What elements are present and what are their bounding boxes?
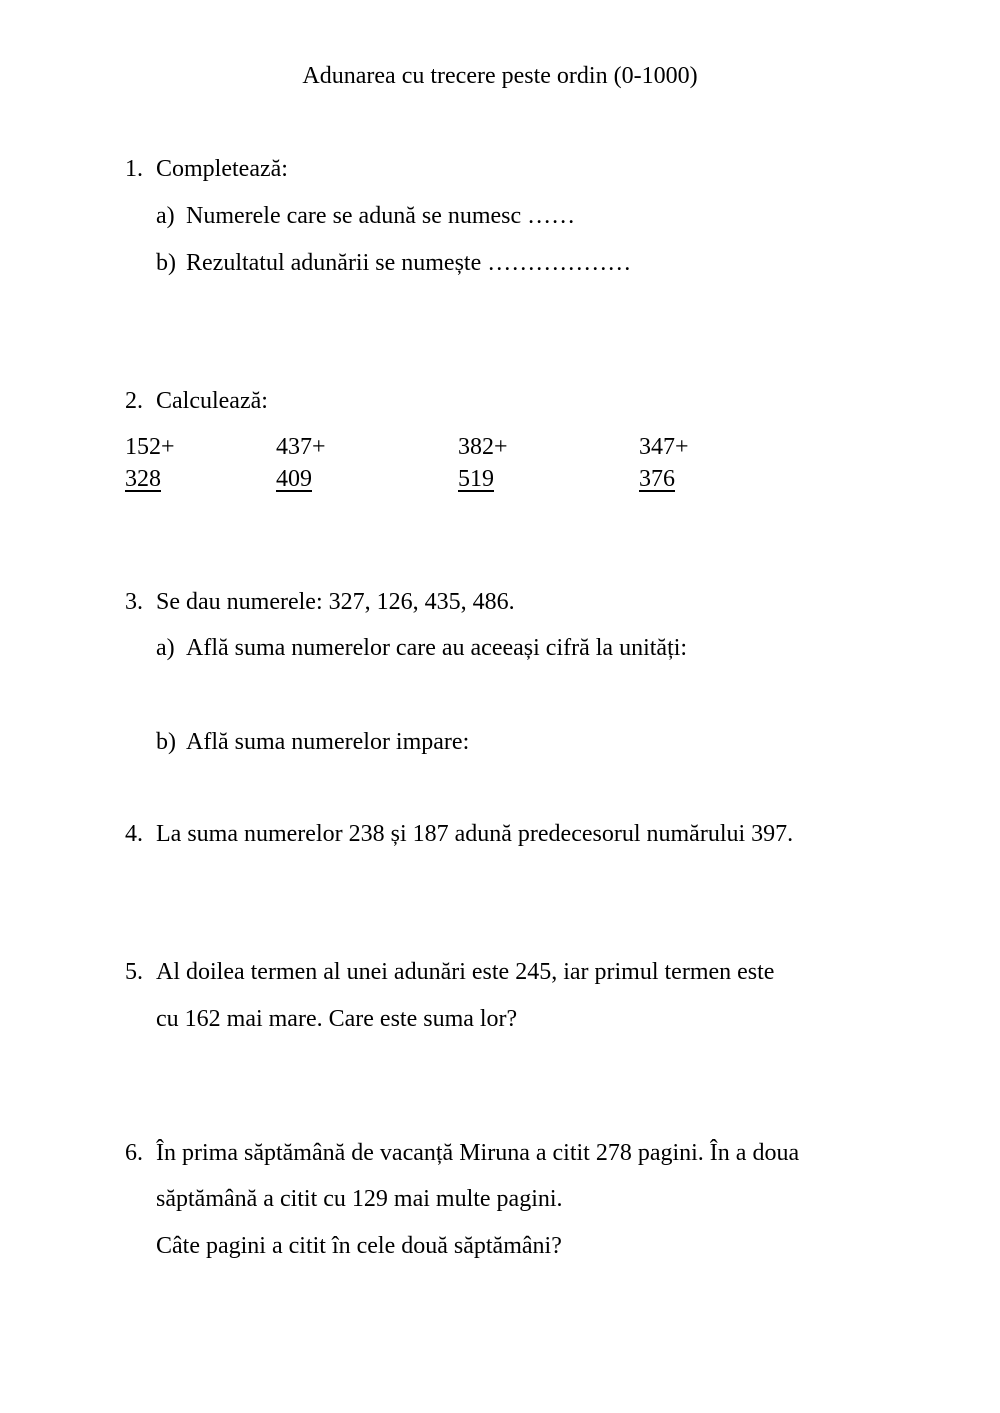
operation-1-top: 152+ (125, 434, 175, 460)
ex1-b-text: Rezultatul adunării se numește ……………… (186, 250, 632, 276)
ex6-number: 6. (125, 1140, 143, 1166)
ex4-text: La suma numerelor 238 și 187 adună predecesorul numărului 397. (156, 821, 794, 847)
ex1-a-label: a) (156, 203, 175, 229)
operation-2-top: 437+ (276, 434, 326, 460)
page-title: Adunarea cu trecere peste ordin (0-1000) (302, 63, 698, 89)
ex3-number: 3. (125, 589, 143, 615)
operation-1-bottom: 328 (125, 466, 161, 492)
operation-2-bottom: 409 (276, 466, 312, 492)
operation-3-top: 382+ (458, 434, 508, 460)
ex6-text-line2: săptămână a citit cu 129 mai multe pagini. (156, 1186, 563, 1212)
ex2-instruction: Calculează: (156, 388, 268, 414)
ex6-text-line1: În prima săptămână de vacanță Miruna a citit 278 pagini. În a doua (156, 1140, 800, 1166)
ex1-a-text: Numerele care se adună se numesc …… (186, 203, 576, 229)
ex3-b-text: Află suma numerelor impare: (186, 729, 470, 755)
ex3-b-label: b) (156, 729, 176, 755)
ex1-number: 1. (125, 156, 143, 182)
ex2-number: 2. (125, 388, 143, 414)
operation-4-bottom: 376 (639, 466, 675, 492)
ex3-a-label: a) (156, 635, 175, 661)
ex3-instruction: Se dau numerele: 327, 126, 435, 486. (156, 589, 515, 615)
ex5-text-line2: cu 162 mai mare. Care este suma lor? (156, 1006, 518, 1032)
ex5-number: 5. (125, 959, 143, 985)
ex6-text-line3: Câte pagini a citit în cele două săptămâni? (156, 1233, 562, 1259)
ex1-instruction: Completează: (156, 156, 288, 182)
ex1-b-label: b) (156, 250, 176, 276)
ex4-number: 4. (125, 821, 143, 847)
ex3-a-text: Află suma numerelor care au aceeași cifră la unități: (186, 635, 688, 661)
operation-4-top: 347+ (639, 434, 689, 460)
operation-3-bottom: 519 (458, 466, 494, 492)
ex5-text-line1: Al doilea termen al unei adunări este 245, iar primul termen este (156, 959, 775, 985)
